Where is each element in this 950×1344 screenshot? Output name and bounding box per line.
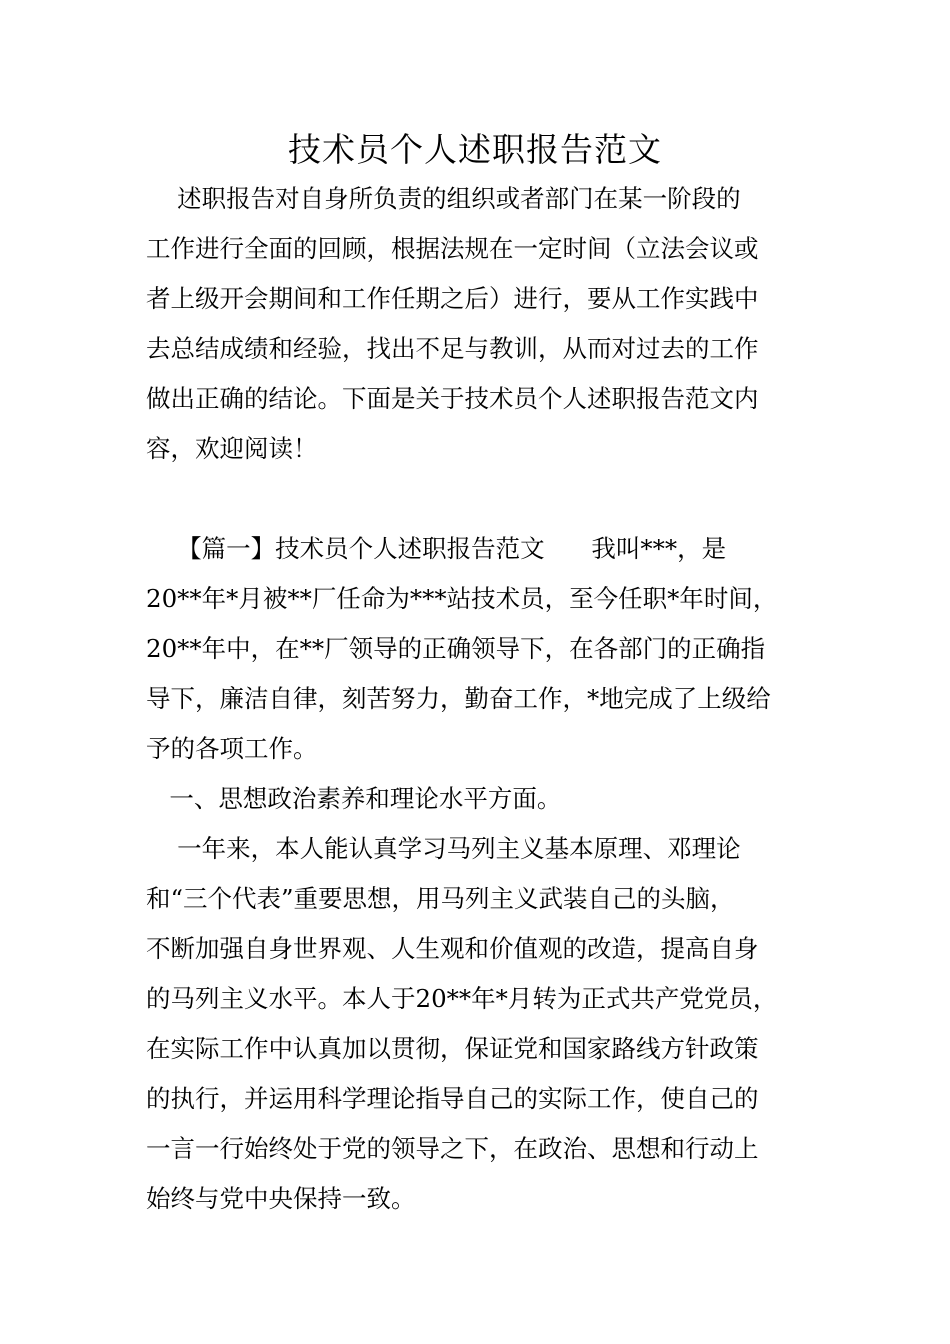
body-line: 一言一行始终处于党的领导之下，在政治、思想和行动上 <box>146 1134 759 1163</box>
subsection-heading: 一、思想政治素养和理论水平方面。 <box>146 784 562 813</box>
body-line: 在实际工作中认真加以贯彻，保证党和国家路线方针政策 <box>146 1034 759 1063</box>
body-line: 容，欢迎阅读！ <box>146 434 318 463</box>
document-title: 技术员个人述职报告范文 <box>288 130 662 169</box>
body-line: 始终与党中央保持一致。 <box>146 1184 416 1213</box>
body-line: 者上级开会期间和工作任期之后）进行，要从工作实践中 <box>146 284 759 313</box>
body-line: 去总结成绩和经验，找出不足与教训，从而对过去的工作 <box>146 334 759 363</box>
body-line: 述职报告对自身所负责的组织或者部门在某一阶段的 <box>146 184 741 213</box>
body-line: 20**年*月被**厂任命为***站技术员，至今任职*年时间， <box>146 584 778 613</box>
body-line: 的马列主义水平。本人于20**年*月转为正式共产党党员， <box>146 984 778 1013</box>
body-line: 一年来，本人能认真学习马列主义基本原理、邓理论 <box>146 834 741 863</box>
body-line: 20**年中，在**厂领导的正确领导下，在各部门的正确指 <box>146 634 766 663</box>
body-line: 做出正确的结论。下面是关于技术员个人述职报告范文内 <box>146 384 759 413</box>
body-line: 和“三个代表”重要思想，用马列主义武装自己的头脑， <box>146 884 735 913</box>
body-line: 工作进行全面的回顾，根据法规在一定时间（立法会议或 <box>146 234 759 263</box>
body-line: 的执行，并运用科学理论指导自己的实际工作，使自己的 <box>146 1084 759 1113</box>
section-heading-line: 【篇一】技术员个人述职报告范文 我叫***，是 <box>146 534 727 563</box>
body-line: 导下，廉洁自律，刻苦努力，勤奋工作，*地完成了上级给 <box>146 684 771 713</box>
body-line: 予的各项工作。 <box>146 734 318 763</box>
body-line: 不断加强自身世界观、人生观和价值观的改造，提高自身 <box>146 934 759 963</box>
